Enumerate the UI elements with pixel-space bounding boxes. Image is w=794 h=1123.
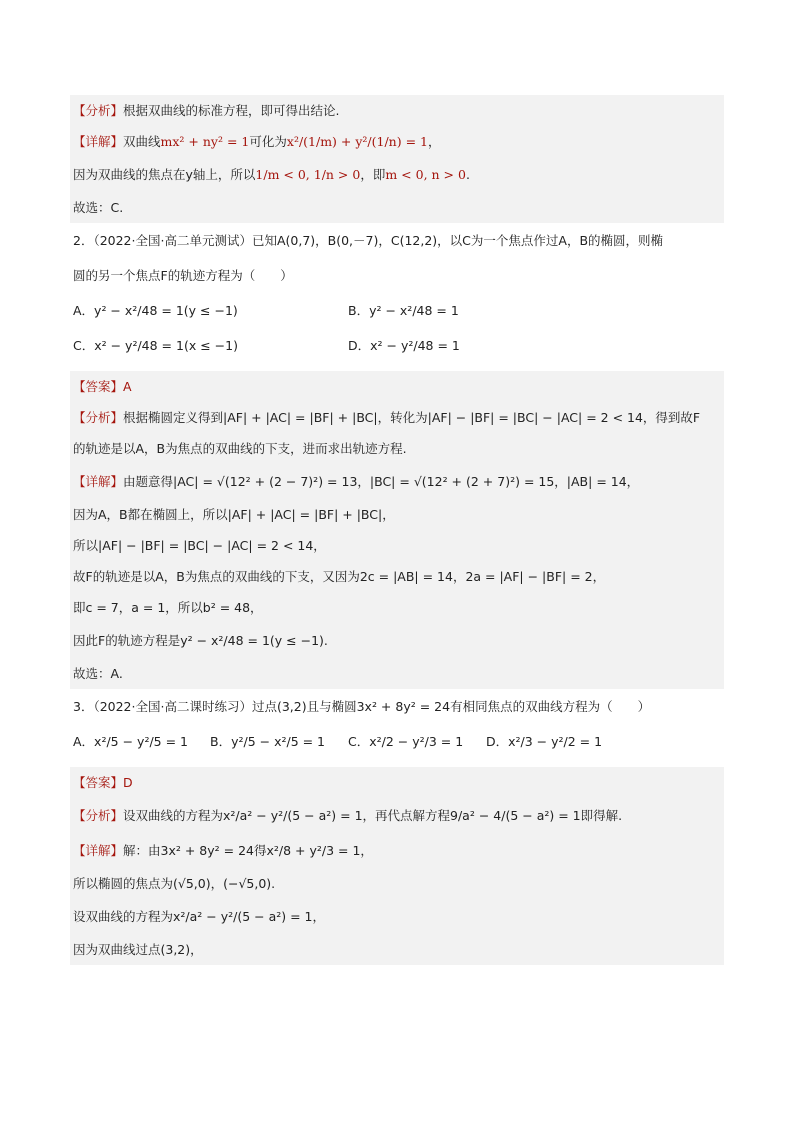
detail-line: 即c = 7，a = 1，所以b² = 48， — [70, 592, 724, 623]
option-c[interactable]: C．x²/2 − y²/3 = 1 — [348, 734, 464, 749]
option-row — [70, 293, 724, 328]
detail-line: 因为双曲线的焦点在y轴上，所以1/m < 0, 1/n > 0，即m < 0, n > 0. — [70, 157, 724, 192]
detail-line: 因为A，B都在椭圆上，所以|AF| + |AC| = |BF| + |BC|， — [70, 499, 724, 530]
analysis-line — [70, 95, 724, 126]
detail-line: 【详解】双曲线mx² + ny² = 1可化为x²/(1/m) + y²/(1/n) = 1， — [70, 126, 724, 157]
document-page — [70, 95, 724, 965]
option-b[interactable]: B．y²/5 − x²/5 = 1 — [210, 734, 326, 749]
answer-value: A — [123, 379, 132, 394]
analysis-tag: 【分析】 — [73, 103, 124, 118]
question-stem: 圆的另一个焦点F的轨迹方程为（ ） — [73, 268, 293, 283]
detail-tag: 【详解】 — [73, 134, 124, 149]
option-row — [70, 328, 724, 363]
question-stem: 3．（2022·全国·高二课时练习）过点(3,2)且与椭圆3x² + 8y² = 24有相同焦点的双曲线方程为（ ） — [73, 699, 651, 714]
answer-tag: 【答案】 — [73, 379, 124, 394]
answer-line: 【答案】D — [70, 767, 724, 798]
question-stem: 2．（2022·全国·高二单元测试）已知A(0,7)，B(0,－7)，C(12,2)，以C为一个焦点作过A，B的椭圆，则椭 — [73, 233, 664, 248]
option-b[interactable]: B．y² − x²/48 = 1 — [348, 303, 459, 318]
answer-value: D — [123, 775, 133, 790]
analysis-text: 根据双曲线的标准方程，即可得出结论. — [123, 103, 340, 118]
detail-line: 【详解】解：由3x² + 8y² = 24得x²/8 + y²/3 = 1， — [70, 833, 724, 868]
option-a[interactable]: A．x²/5 − y²/5 = 1 — [73, 734, 188, 749]
option-d[interactable]: D．x² − y²/48 = 1 — [348, 338, 460, 353]
option-d[interactable]: D．x²/3 − y²/2 = 1 — [486, 734, 603, 749]
detail-line: 因为双曲线过点(3,2)， — [70, 934, 724, 965]
choose-line: 故选：A. — [70, 658, 724, 689]
detail-line: 故F的轨迹是以A，B为焦点的双曲线的下支，又因为2c = |AB| = 14，2a = |AF| − |BF| = 2， — [70, 561, 724, 592]
detail-line: 设双曲线的方程为x²/a² − y²/(5 − a²) = 1， — [70, 899, 724, 934]
detail-line: 【详解】由题意得|AC| = √(12² + (2 − 7)²) = 13，|BC| = √(12² + (2 + 7)²) = 15，|AB| = 14， — [70, 464, 724, 499]
analysis-line: 【分析】根据椭圆定义得到|AF| + |AC| = |BF| + |BC|，转化为|AF| − |BF| = |BC| − |AC| = 2 < 14，得到故F — [70, 402, 724, 433]
option-a[interactable]: A．y² − x²/48 = 1(y ≤ −1) — [73, 303, 238, 318]
option-c[interactable]: C．x² − y²/48 = 1(x ≤ −1) — [73, 338, 238, 353]
option-row — [70, 724, 724, 759]
choose-line: 故选：C. — [70, 192, 724, 223]
answer-line — [70, 371, 724, 402]
detail-line: 所以|AF| − |BF| = |BC| − |AC| = 2 < 14， — [70, 530, 724, 561]
analysis-line: 【分析】设双曲线的方程为x²/a² − y²/(5 − a²) = 1，再代点解方程9/a² − 4/(5 − a²) = 1即得解. — [70, 798, 724, 833]
analysis-line: 的轨迹是以A，B为焦点的双曲线的下支，进而求出轨迹方程. — [70, 433, 724, 464]
detail-line: 所以椭圆的焦点为(√5,0)，(−√5,0). — [70, 868, 724, 899]
detail-line: 因此F的轨迹方程是y² − x²/48 = 1(y ≤ −1). — [70, 623, 724, 658]
